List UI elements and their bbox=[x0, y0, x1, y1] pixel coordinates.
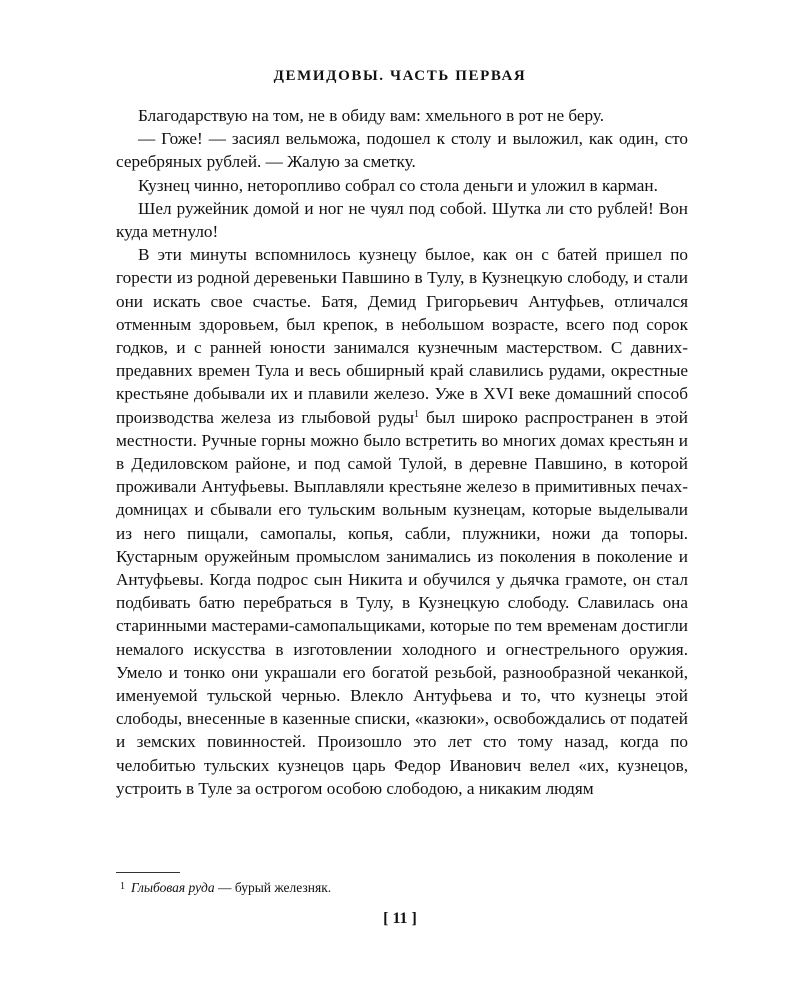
paragraph-text-part: В эти минуты вспомнилось кузнецу былое, как он с батей пришел по горести из родной деревеньки Павшино в Тулу, в Кузнецкую слободу, и стали они искать свое счастье. Батя, Демид Григорьевич Антуфьев, отличался отменным здоровьем, был крепок, в небольшом возрасте, всего под сорок годков, и с ранней юности занимался кузнечным мастерством. С давних-предавних времен Тула и весь обширный край славились рудами, окрестные крестьяне добывали их и плавили железо. Уже в XVI веке домашний способ производства железа из глыбовой руды bbox=[116, 245, 688, 427]
footnote-mark: 1 bbox=[120, 881, 125, 892]
footnote-term: Глыбовая руда bbox=[131, 880, 215, 895]
paragraph-text-part: был широко распространен в этой местности. Ручные горны можно было встретить во многих домах крестьян и в Дедиловском районе, и под самой Тулой, в деревне Павшино, в которой проживали Антуфьевы. Выплавляли крестьяне железо в примитивных печах-домницах и сбывали его тульским вольным кузнецам, которые выделывали из него пищали, самопалы, копья, сабли, плужники, ножи да топоры. Кустарным оружейным промыслом занимались из поколения в поколение и Антуфьевы. Когда подрос сын Никита и обучился у дьячка грамоте, он стал подбивать батю перебраться в Тулу, в Кузнецкую слободу. Славилась она старинными мастерами-самопальщиками, которые по тем временам достигли немалого искусства в изготовлении холодного и огнестрельного оружия. Умело и тонко они украшали его богатой резьбой, разнообразной чеканкой, именуемой тульской чернью. Влекло Антуфьева и то, что кузнецы этой слободы, внесенные в казенные списки, «казюки», освобождались от податей и земских повинностей. Произошло это лет сто тому назад, когда по челобитью тульских кузнецов царь Федор Иванович велел «их, кузнецов, устроить в Туле за острогом особою слободою, а никаким людям bbox=[116, 407, 688, 798]
footnote-reference[interactable]: 1 bbox=[414, 408, 420, 420]
paragraph: — Гоже! — засиял вельможа, подошел к столу и выложил, как один, сто серебряных рублей. — Жалую за сметку. bbox=[116, 129, 688, 172]
footnote-divider bbox=[116, 872, 180, 873]
paragraph: Шел ружейник домой и ног не чуял под собой. Шутка ли сто рублей! Вон куда метнуло! bbox=[116, 198, 688, 242]
footnote-text: — бурый железняк. bbox=[214, 880, 332, 895]
paragraph: Кузнец чинно, неторопливо собрал со стола деньги и уложил в карман. bbox=[138, 175, 658, 195]
page-number: [ 11 ] bbox=[383, 910, 417, 927]
paragraph-with-note bbox=[116, 243, 688, 800]
paragraph: Благодарствую на том, не в обиду вам: хмельного в рот не беру. bbox=[138, 106, 605, 125]
body-text bbox=[116, 104, 688, 800]
footnote bbox=[116, 878, 688, 897]
running-head: ДЕМИДОВЫ. ЧАСТЬ ПЕРВАЯ bbox=[273, 68, 527, 84]
